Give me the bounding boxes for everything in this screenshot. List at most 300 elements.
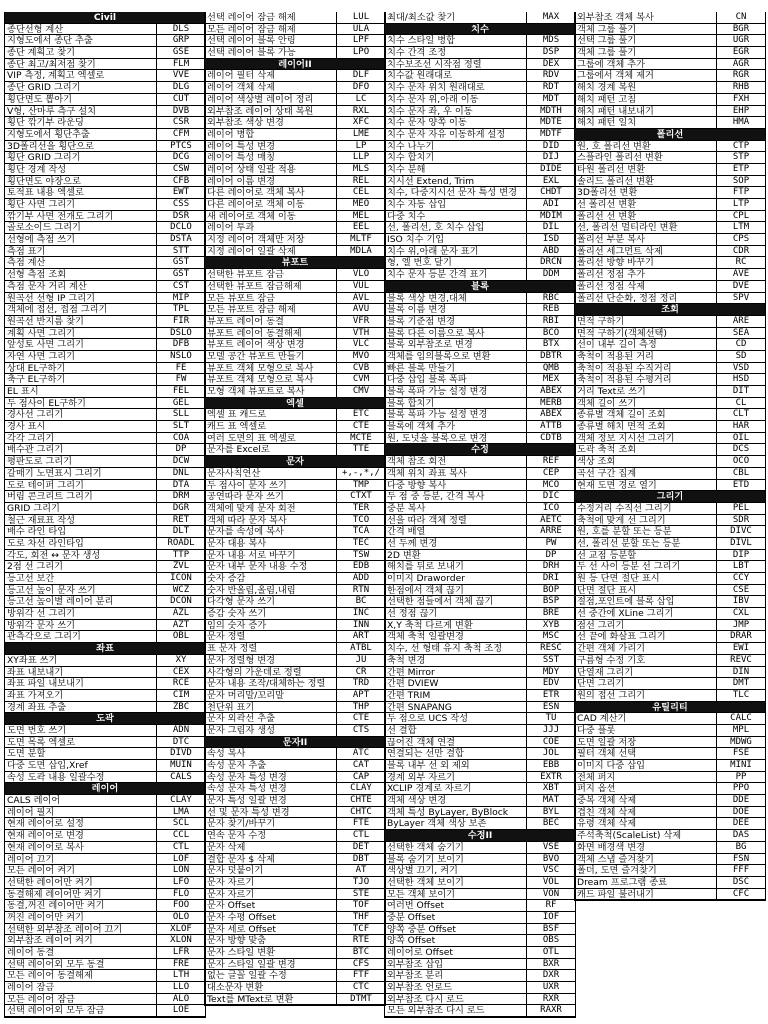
command-row — [205, 409, 385, 421]
command-description: 원의 접선 그리기 — [577, 689, 645, 701]
command-shortcut: DP — [526, 550, 575, 561]
command-row — [205, 877, 385, 889]
section-title: 그리기 — [656, 491, 684, 502]
command-description: 좌표 내보내기 — [7, 666, 64, 678]
command-row — [5, 818, 205, 830]
command-description: 종류별 해치 면적 조회 — [577, 421, 666, 432]
command-row — [205, 386, 385, 398]
command-description: 여러번 Offset — [387, 900, 445, 911]
command-shortcut: GST — [156, 269, 205, 280]
command-row — [205, 82, 385, 94]
command-description: 치수 나누기 — [387, 140, 435, 152]
command-shortcut: REVC — [716, 655, 765, 666]
command-description: XCLIP 경계로 자르기 — [387, 783, 472, 795]
command-shortcut: VTH — [336, 328, 385, 339]
command-description: 깎기부 사면 전개도 그리기 — [7, 210, 114, 222]
command-row — [5, 912, 205, 924]
command-description: 현재 레이어로 설정 — [7, 818, 84, 830]
command-shortcut: MDT — [526, 94, 575, 105]
command-description: 연속 문자 수정 — [207, 830, 267, 841]
command-row — [575, 211, 765, 223]
command-row — [5, 970, 205, 982]
command-shortcut: FRE — [156, 959, 205, 970]
command-shortcut: FLM — [156, 59, 205, 70]
command-shortcut: FIR — [156, 316, 205, 327]
command-shortcut: AVU — [336, 304, 385, 315]
command-description: 각도, 회전 ↔ 문자 생성 — [7, 549, 101, 561]
command-description: 점선 그리기 — [577, 619, 625, 631]
command-row — [385, 234, 575, 246]
command-shortcut: DIVC — [716, 526, 765, 537]
command-shortcut: DRM — [156, 491, 205, 502]
command-shortcut: ETD — [716, 480, 765, 491]
command-row — [205, 94, 385, 106]
command-row — [385, 690, 575, 702]
command-shortcut: OBS — [526, 935, 575, 946]
command-row — [5, 106, 205, 118]
command-shortcut: DOE — [716, 807, 765, 818]
command-description: 횡단 경계 작성 — [7, 163, 67, 175]
command-shortcut: DLF — [336, 70, 385, 81]
command-row — [575, 550, 765, 562]
command-shortcut: MDTF — [526, 129, 575, 140]
command-shortcut: DSLO — [156, 328, 205, 339]
command-description: 레이어 상태 일괄 적용 — [207, 163, 296, 175]
command-shortcut: TPL — [156, 304, 205, 315]
command-row — [5, 550, 205, 562]
command-description: 증감 숫자 쓰기 — [207, 608, 267, 619]
command-description: 도면 목록 엑셀로 — [7, 736, 75, 748]
command-description: 외부참조 레이어 상태 복원 — [207, 105, 314, 117]
command-row — [205, 772, 385, 784]
command-shortcut: MLTF — [336, 234, 385, 245]
command-description: 문자 내용 서로 바꾸기 — [207, 549, 296, 561]
command-row — [575, 222, 765, 234]
command-description: 도면 번호 쓰기 — [7, 724, 67, 736]
command-shortcut: SLT — [156, 421, 205, 432]
command-description: 해치 경계 복원 — [577, 82, 637, 93]
command-description: 치수, 선 형태 유지 축척 조정 — [387, 643, 503, 654]
command-description: 치수 문자 위치 원래대로 — [387, 82, 485, 93]
command-description: 문자 그림자 생성 — [207, 724, 275, 736]
command-description: 폴리선 부분 복사 — [577, 234, 645, 245]
command-description: 경계 외부 자르기 — [387, 771, 455, 783]
command-row — [575, 328, 765, 340]
command-description: 도곽 축척 조회 — [577, 444, 637, 456]
command-description: 면적 구하기(객체선택) — [577, 327, 667, 339]
command-shortcut: FXH — [716, 94, 765, 105]
command-shortcut: DDE — [716, 795, 765, 806]
command-description: 속성 복사 — [207, 748, 246, 759]
command-row — [5, 141, 205, 153]
command-shortcut: TCA — [336, 526, 385, 537]
command-shortcut: ATBL — [336, 643, 385, 654]
command-row — [205, 970, 385, 982]
command-row — [575, 526, 765, 538]
command-description: 선택 레이어 잠금 해제 — [207, 12, 296, 23]
command-description: 폴리선 정점 추가 — [577, 269, 645, 280]
command-description: 도면 분할 — [7, 748, 46, 759]
command-row — [575, 246, 765, 258]
section-title: 좌표 — [96, 643, 114, 654]
command-description: 블록 폭파 가능 설정 변경 — [387, 409, 488, 421]
command-description: 뷰포트 레이어 동결 — [207, 315, 284, 327]
command-shortcut: GSE — [156, 47, 205, 58]
command-description: 두 점 중 등분, 간격 복사 — [387, 491, 485, 502]
command-description: 치수 문자 등분 간격 표기 — [387, 269, 488, 280]
command-shortcut: DLS — [156, 24, 205, 35]
command-row — [385, 959, 575, 971]
command-shortcut: CVM — [336, 374, 385, 385]
command-description: Dream 프로그램 종료 — [577, 876, 667, 888]
command-row — [385, 328, 575, 340]
command-row — [5, 678, 205, 690]
command-shortcut: REF — [526, 456, 575, 467]
command-row — [205, 468, 385, 480]
command-description: 치수 분해 — [387, 163, 426, 175]
command-shortcut: VSD — [716, 363, 765, 374]
command-shortcut: BRE — [526, 608, 575, 619]
command-description: 객체에 접선, 접점 그리기 — [7, 304, 108, 315]
command-description: 빠른 블록 만들기 — [387, 362, 455, 374]
command-row — [385, 141, 575, 153]
command-row — [205, 503, 385, 515]
command-row — [385, 760, 575, 772]
command-row — [575, 842, 765, 854]
command-row — [385, 935, 575, 947]
command-shortcut: DVB — [156, 106, 205, 117]
command-shortcut: ATC — [336, 748, 385, 759]
command-shortcut: ADD — [336, 573, 385, 584]
command-shortcut: EHP — [716, 106, 765, 117]
command-row — [5, 702, 205, 714]
command-row — [205, 480, 385, 492]
command-row — [205, 818, 385, 830]
command-shortcut: CFC — [716, 889, 765, 900]
command-shortcut: PW — [526, 538, 575, 549]
command-description: 폴리선 방향 바꾸기 — [577, 257, 654, 269]
command-shortcut: PPO — [716, 783, 765, 794]
command-description: 캐드 파일 불러내기 — [577, 888, 654, 900]
command-shortcut: RAXR — [526, 1005, 575, 1016]
command-shortcut: DRH — [526, 561, 575, 572]
command-description: 뷰포트 레이어 동결해제 — [207, 327, 302, 339]
command-row — [575, 889, 765, 901]
command-row — [385, 70, 575, 82]
command-row — [205, 328, 385, 340]
command-shortcut: MEX — [526, 374, 575, 385]
command-description: 선 및 문자 특성 변경 — [207, 806, 290, 818]
command-row — [205, 807, 385, 819]
command-description: 선이 내부 길이 측정 — [577, 339, 657, 350]
command-description: 해치 패턴 내보내기 — [577, 105, 654, 117]
command-row — [5, 877, 205, 889]
command-description: 속성 문자 추출 — [207, 760, 267, 771]
command-shortcut: TER — [336, 503, 385, 514]
command-row — [575, 257, 765, 269]
command-shortcut: MAX — [526, 12, 575, 23]
command-shortcut: MDLA — [336, 246, 385, 257]
command-description: 치수 문자 위,아래 이동 — [387, 93, 479, 105]
command-row — [575, 363, 765, 375]
command-description: 꺼진 레이어만 켜기 — [7, 911, 84, 923]
command-row — [575, 854, 765, 866]
command-row — [5, 304, 205, 316]
command-row — [385, 643, 575, 655]
command-shortcut: MEO — [336, 199, 385, 210]
command-description: 치수, 다중지시선 문자 특성 변경 — [387, 187, 517, 198]
command-row — [5, 854, 205, 866]
command-shortcut: LFO — [156, 877, 205, 888]
command-description: 선택 그룹 풀기 — [577, 35, 637, 47]
command-shortcut: BSF — [526, 924, 575, 935]
command-shortcut: ABEX — [526, 409, 575, 420]
command-description: 평판도로 그리기 — [7, 456, 73, 467]
command-shortcut: DTC — [156, 737, 205, 748]
command-shortcut: DAS — [716, 830, 765, 841]
command-description: 연결되는 선만 결합 — [387, 748, 464, 759]
command-row — [205, 444, 385, 456]
command-description: 두 점사이 문자 쓰기 — [207, 479, 287, 491]
command-row — [205, 12, 385, 24]
command-shortcut: WCZ — [156, 585, 205, 596]
command-description: 폴더, 도면 즐겨찾기 — [577, 865, 657, 876]
command-row — [575, 421, 765, 433]
command-description: 이미지 Draworder — [387, 573, 466, 584]
command-description: 문자 세로 Offset — [207, 923, 276, 935]
command-shortcut: RGR — [716, 70, 765, 81]
command-row — [205, 760, 385, 772]
command-description: 블록 외부참조로 변경 — [387, 339, 473, 350]
command-description: 치수 문자 좌, 우 이동 — [387, 105, 473, 117]
command-row — [385, 877, 575, 889]
command-description: 레이어 필지 — [7, 806, 55, 818]
command-description: GRID 그리기 — [7, 502, 60, 514]
command-row — [5, 491, 205, 503]
command-row — [575, 444, 765, 456]
command-description: 블록 폭파 가능 설정 변경 — [387, 386, 488, 397]
command-description: 여러 도면의 표 엑셀로 — [207, 432, 296, 444]
command-shortcut: VFR — [336, 316, 385, 327]
command-shortcut: SPV — [716, 293, 765, 304]
command-description: 방위각 선 그리기 — [7, 608, 75, 619]
command-row — [205, 620, 385, 632]
command-description: 공연따라 문자 쓰기 — [207, 491, 284, 502]
command-description: 선택한 레이어만 켜기 — [7, 876, 93, 888]
command-shortcut: ABEX — [526, 386, 575, 397]
command-description: 모든 레이어 동결해제 — [7, 970, 93, 982]
command-row — [5, 386, 205, 398]
command-shortcut: ABD — [526, 246, 575, 257]
command-description: 등고선 높이 문자 쓰기 — [7, 584, 96, 596]
command-shortcut: BTX — [526, 339, 575, 350]
command-description: 속성 문자 특성 변경 — [207, 783, 287, 795]
command-description: 레이어 이름 변경 — [207, 175, 275, 187]
command-description: 두 점으로 UCS 작성 — [387, 713, 468, 724]
command-description: 중복 객체 삭제 — [577, 795, 637, 806]
command-row — [5, 690, 205, 702]
command-shortcut: CMV — [336, 386, 385, 397]
command-row — [5, 316, 205, 328]
command-shortcut: DXR — [526, 970, 575, 981]
command-description: 캐드 표 엑셀로 — [207, 421, 267, 432]
command-description: X,Y 축척 다르게 변환 — [387, 619, 473, 631]
command-shortcut: AZT — [156, 620, 205, 631]
command-shortcut: BEC — [526, 818, 575, 829]
command-shortcut: CXL — [716, 608, 765, 619]
command-row — [385, 818, 575, 830]
command-shortcut: XLOF — [156, 924, 205, 935]
command-description: 문자 정렬 — [207, 631, 246, 643]
command-row — [205, 269, 385, 281]
command-description: 모델 공간 뷰포트 만들기 — [207, 350, 305, 362]
command-description: 좌표 파일 내보내기 — [7, 678, 84, 689]
command-shortcut: DSC — [716, 877, 765, 888]
command-shortcut: AVE — [716, 269, 765, 280]
command-row — [5, 760, 205, 772]
command-description: 외부참조 다시 로드 — [387, 993, 464, 1005]
command-description: 색상별 끄기, 켜기 — [387, 865, 458, 876]
command-shortcut: DGR — [156, 503, 205, 514]
command-description: 결합 문자 $ 삭제 — [207, 853, 275, 865]
command-description: 문자 내부 문자 내용 수정 — [207, 561, 308, 572]
command-description: 간편 SNAPANG — [387, 701, 452, 713]
command-row — [385, 713, 575, 725]
command-description: 겹친 객체 삭제 — [577, 806, 637, 818]
command-description: 사각형의 가운데로 정렬 — [207, 666, 302, 678]
command-row — [205, 47, 385, 59]
command-shortcut: CLAY — [156, 795, 205, 806]
command-description: 표 문자 정렬 — [207, 643, 258, 654]
command-shortcut: CSR — [156, 117, 205, 128]
section-header — [575, 304, 765, 316]
command-row — [575, 795, 765, 807]
command-description: 선택 레이어외 모두 동결 — [7, 958, 105, 970]
command-shortcut: TSW — [336, 550, 385, 561]
command-shortcut: DEX — [526, 59, 575, 70]
command-row — [5, 947, 205, 959]
command-description: 문자 정렬형 변경 — [207, 654, 275, 666]
command-shortcut: CHTE — [336, 795, 385, 806]
command-row — [575, 655, 765, 667]
command-description: 블록 색상 변경,대체 — [387, 292, 467, 304]
command-row — [385, 117, 575, 129]
command-description: 원곡선 선형 IP 그리기 — [7, 292, 96, 304]
command-shortcut: +,-,*,/ — [336, 468, 385, 479]
command-description: 선택한 뷰포트 잠금 — [207, 269, 284, 280]
command-shortcut: ARE — [716, 316, 765, 327]
command-description: 축척 변경 — [387, 654, 426, 666]
command-description: 원, 도넛을 블록으로 변경 — [387, 432, 488, 444]
command-row — [575, 47, 765, 59]
command-shortcut: HSD — [716, 374, 765, 385]
command-description: 레이어 병합 — [207, 128, 255, 140]
command-description: 치수 위,아래 문자 표기 — [387, 245, 479, 257]
command-description: 뷰포트 객체 모형으로 복사 — [207, 374, 314, 385]
command-shortcut: DIC — [526, 491, 575, 502]
command-description: 배수관 그리기 — [7, 444, 64, 456]
command-shortcut: MIP — [156, 293, 205, 304]
command-shortcut: SEA — [716, 328, 765, 339]
command-row — [5, 456, 205, 468]
command-description: 선 교점 등분할 — [577, 549, 637, 561]
command-row — [575, 807, 765, 819]
command-row — [5, 246, 205, 258]
command-row — [205, 830, 385, 842]
command-row — [205, 351, 385, 363]
command-row — [575, 783, 765, 795]
command-description: 상대 EL구하기 — [7, 362, 66, 374]
command-row — [205, 900, 385, 912]
command-shortcut: ULA — [336, 24, 385, 35]
command-description: 횡단면도 야장으로 — [7, 175, 81, 187]
command-shortcut: AT — [336, 865, 385, 876]
command-description: 솔리드 폴리선 변환 — [577, 175, 654, 187]
command-shortcut: JMP — [716, 620, 765, 631]
command-shortcut: OIL — [716, 433, 765, 444]
command-row — [5, 176, 205, 188]
command-shortcut: CD — [716, 339, 765, 350]
command-shortcut: TCO — [336, 515, 385, 526]
command-row — [5, 468, 205, 480]
command-shortcut: RDV — [526, 70, 575, 81]
command-shortcut: CUT — [156, 94, 205, 105]
command-row — [5, 398, 205, 410]
command-row — [385, 257, 575, 269]
command-description: 문자 외곽선 추출 — [207, 713, 275, 724]
command-description: 지정 레이어 객체만 저장 — [207, 234, 305, 245]
command-description: 치수 간격 조정 — [387, 47, 447, 58]
command-description: 블록 합치기 — [387, 397, 435, 409]
command-description: 해치 패턴 일치 — [577, 117, 637, 128]
command-shortcut: MDWG — [716, 737, 765, 748]
command-row — [205, 924, 385, 936]
command-row — [385, 433, 575, 445]
command-shortcut: MEL — [336, 211, 385, 222]
command-row — [575, 24, 765, 36]
command-row — [385, 807, 575, 819]
command-shortcut: DRI — [526, 573, 575, 584]
command-shortcut: TJO — [336, 877, 385, 888]
command-row — [385, 620, 575, 632]
command-row — [385, 106, 575, 118]
command-row — [5, 35, 205, 47]
section-header — [5, 643, 205, 655]
command-row — [385, 994, 575, 1006]
command-shortcut: ROADL — [156, 538, 205, 549]
command-row — [205, 374, 385, 386]
command-shortcut: SOP — [716, 176, 765, 187]
command-description: 폴리선 선 변환 — [577, 210, 637, 222]
command-description: 객체에 맞게 문자 회전 — [207, 502, 296, 514]
command-shortcut: JU — [336, 655, 385, 666]
command-shortcut: GRP — [156, 35, 205, 46]
command-row — [205, 550, 385, 562]
command-row — [205, 141, 385, 153]
command-row — [385, 187, 575, 199]
command-shortcut: LME — [336, 129, 385, 140]
command-row — [205, 234, 385, 246]
command-shortcut: DFO — [336, 82, 385, 93]
command-row — [575, 748, 765, 760]
section-title: 수정 — [471, 444, 489, 456]
command-description: 객체를 임의블록으로 변환 — [387, 350, 491, 362]
command-shortcut: PP — [716, 772, 765, 783]
command-description: 뷰포트 객체 모형으로 복사 — [207, 362, 314, 374]
command-description: 블록 다른 이름으로 복사 — [387, 327, 485, 339]
command-shortcut: RTE — [336, 935, 385, 946]
command-shortcut: RXL — [336, 106, 385, 117]
